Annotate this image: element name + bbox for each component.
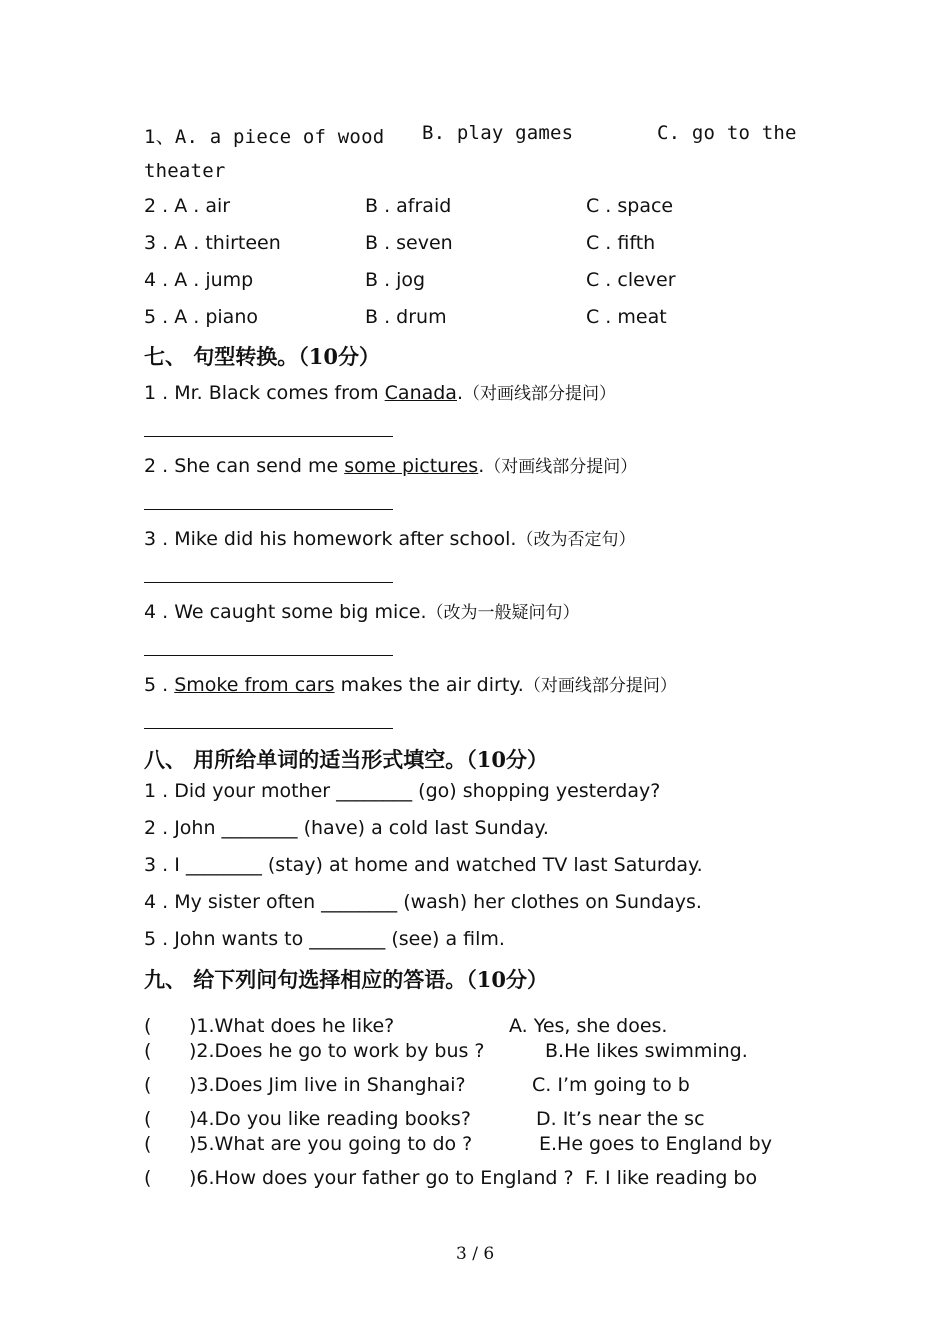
answer-line-3[interactable] <box>144 582 393 583</box>
section9-paren-2[interactable]: ( <box>144 1040 152 1062</box>
section9-paren-6[interactable]: ( <box>144 1167 152 1189</box>
section9-answer-c: C. I’m going to b <box>532 1074 690 1096</box>
section7-q5 <box>144 671 677 696</box>
section7-q2-instruction: （对画线部分提问） <box>484 457 638 477</box>
page-number: 3 / 6 <box>456 1244 495 1264</box>
vocab-q2-option-a: A . air <box>174 195 231 217</box>
vocab-q4-option-b: B . jog <box>365 269 426 291</box>
section9-question-3: )3.Does Jim live in Shanghai? <box>189 1074 466 1096</box>
vocab-q2-option-b: B . afraid <box>365 195 452 217</box>
vocab-q2-a <box>144 195 230 217</box>
section7-q4-instruction: （改为一般疑问句） <box>426 603 580 623</box>
section7-q2-text: 2 . She can send me <box>144 455 345 477</box>
section7-q1-period: . <box>456 382 464 404</box>
section8-item-3: 3 . I ________ (stay) at home and watched TV last Saturday. <box>144 854 703 876</box>
vocab-q2-number: 2 . <box>144 195 169 217</box>
section8-item-5: 5 . John wants to ________ (see) a film. <box>144 928 505 950</box>
answer-line-1[interactable] <box>144 436 393 437</box>
section9-answer-a: A. Yes, she does. <box>509 1015 668 1037</box>
section7-q1-underlined: Canada <box>384 382 457 404</box>
section8-heading: 八、 用所给单词的适当形式填空。（10分） <box>144 747 549 772</box>
vocab-q1-option-a: A. a piece of wood <box>174 126 385 148</box>
section9-paren-1[interactable]: ( <box>144 1015 152 1037</box>
vocab-q5-number: 5 . <box>144 306 169 328</box>
section9-question-1: )1.What does he like? <box>189 1015 395 1037</box>
section9-answer-d: D. It’s near the sc <box>536 1108 705 1130</box>
vocab-q3-option-c: C . fifth <box>586 232 656 254</box>
answer-line-4[interactable] <box>144 655 393 656</box>
section7-q3 <box>144 525 635 550</box>
section7-q4-text: 4 . We caught some big mice. <box>144 601 427 623</box>
section9-heading: 九、 给下列问句选择相应的答语。（10分） <box>144 967 549 992</box>
section7-q3-instruction: （改为否定句） <box>516 530 636 550</box>
section7-q3-text: 3 . Mike did his homework after school. <box>144 528 517 550</box>
section9-answer-b: B.He likes swimming. <box>545 1040 748 1062</box>
vocab-q5-option-b: B . drum <box>365 306 447 328</box>
section7-q1 <box>144 379 616 404</box>
section9-question-6: )6.How does your father go to England ? <box>189 1167 574 1189</box>
section7-heading: 七、 句型转换。（10分） <box>144 344 381 369</box>
section9-question-5: )5.What are you going to do ? <box>189 1133 473 1155</box>
section7-q2 <box>144 452 637 477</box>
section9-question-4: )4.Do you like reading books? <box>189 1108 471 1130</box>
section7-q2-period: . <box>478 455 485 477</box>
section7-q4 <box>144 598 580 623</box>
vocab-q5-option-c: C . meat <box>586 306 667 328</box>
vocab-q4-option-a: A . jump <box>174 269 254 291</box>
section7-q5-text: makes the air dirty. <box>334 674 524 696</box>
section8-item-2: 2 . John ________ (have) a cold last Sunday. <box>144 817 549 839</box>
vocab-q3-a <box>144 232 281 254</box>
vocab-q4-number: 4 . <box>144 269 169 291</box>
vocab-q2-option-c: C . space <box>586 195 674 217</box>
section7-q1-instruction: （对画线部分提问） <box>463 384 617 404</box>
vocab-q4-option-c: C . clever <box>586 269 676 291</box>
vocab-q3-option-b: B . seven <box>365 232 453 254</box>
vocab-q5-option-a: A . piano <box>174 306 258 328</box>
answer-line-2[interactable] <box>144 509 393 510</box>
section7-q2-underlined: some pictures <box>344 455 479 477</box>
section9-answer-f: F. I like reading bo <box>585 1167 758 1189</box>
section9-question-2: )2.Does he go to work by bus ? <box>189 1040 485 1062</box>
section8-item-4: 4 . My sister often ________ (wash) her clothes on Sundays. <box>144 891 702 913</box>
vocab-q1-line <box>144 122 384 149</box>
vocab-q3-number: 3 . <box>144 232 169 254</box>
section9-answer-e: E.He goes to England by <box>539 1133 772 1155</box>
section7-q5-number: 5 . <box>144 674 175 696</box>
vocab-q4-a <box>144 269 253 291</box>
section9-paren-5[interactable]: ( <box>144 1133 152 1155</box>
section9-paren-4[interactable]: ( <box>144 1108 152 1130</box>
vocab-q1-option-c-continued: theater <box>144 160 226 182</box>
vocab-q5-a <box>144 306 258 328</box>
vocab-q1-option-b: B. play games <box>422 122 574 144</box>
section7-q5-instruction: （对画线部分提问） <box>523 676 677 696</box>
section8-item-1: 1 . Did your mother ________ (go) shopping yesterday? <box>144 780 661 802</box>
answer-line-5[interactable] <box>144 728 393 729</box>
vocab-q3-option-a: A . thirteen <box>174 232 281 254</box>
section7-q5-underlined: Smoke from cars <box>174 674 335 696</box>
section9-paren-3[interactable]: ( <box>144 1074 152 1096</box>
vocab-q1-number: 1、 <box>144 126 175 148</box>
section7-q1-text: 1 . Mr. Black comes from <box>144 382 385 404</box>
vocab-q1-option-c: C. go to the <box>657 122 797 144</box>
